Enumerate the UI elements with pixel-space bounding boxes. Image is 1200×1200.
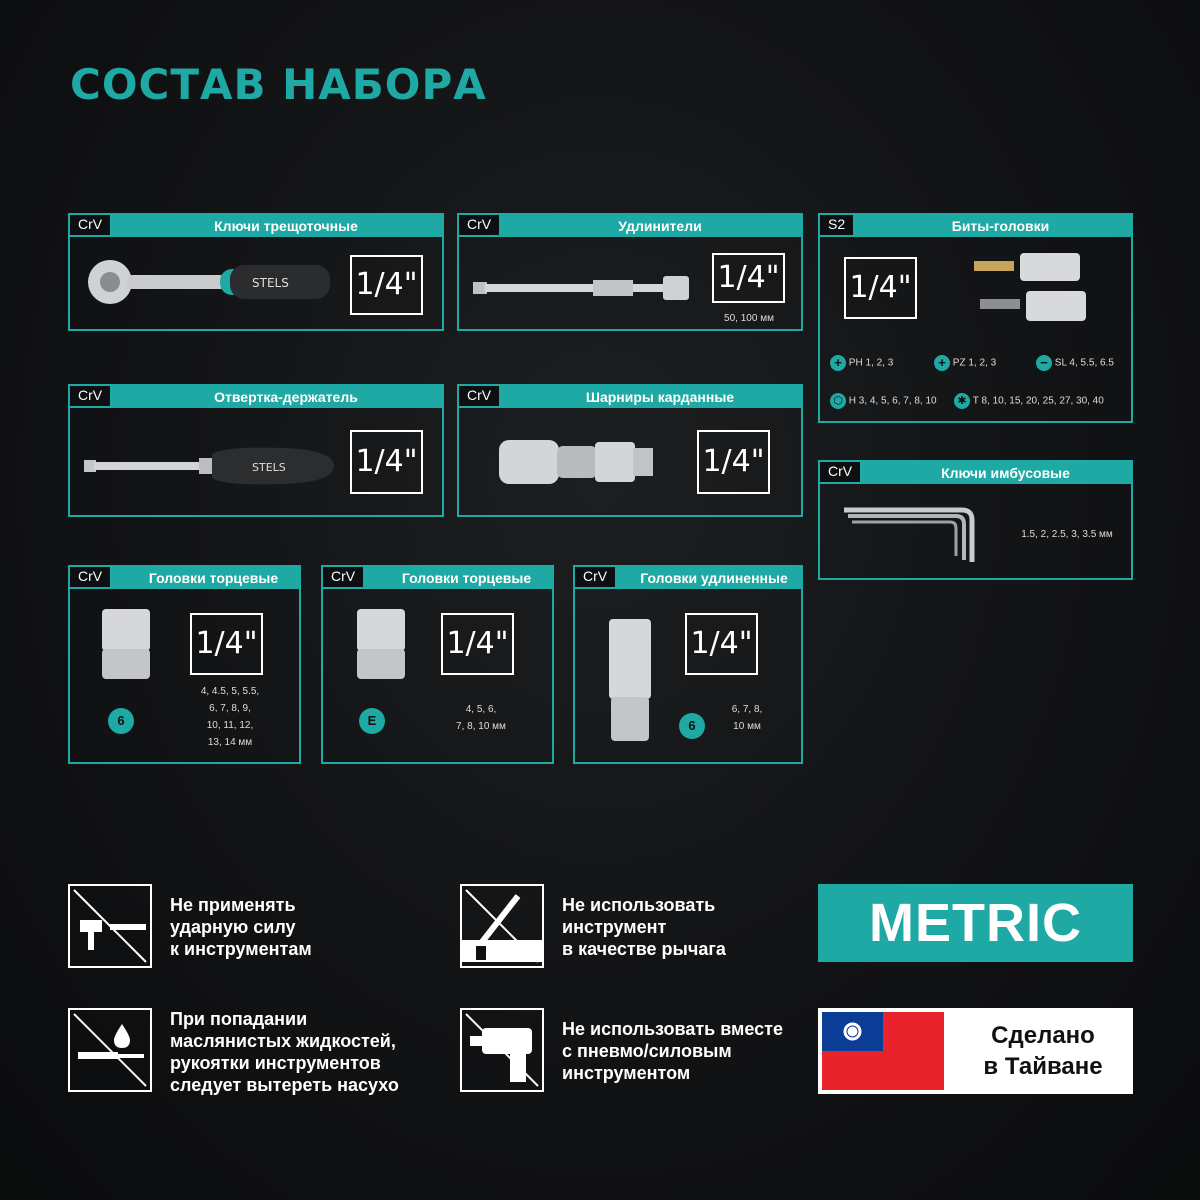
card-sockets-e [321,565,554,764]
hex-icon: ⬡ [830,393,846,409]
material-label: CrV [323,567,365,589]
card-heading: Ключи трещоточные [214,218,358,234]
six-point-badge-icon: 6 [679,713,705,739]
material-label: CrV [459,215,501,237]
no-power-tool-icon [460,1008,544,1092]
bit-type-ph: + PH 1, 2, 3 [830,355,893,371]
drive-size: 1/4" [441,613,514,675]
made-in-badge [818,1008,1133,1094]
material-label: CrV [70,567,112,589]
card-heading: Ключи имбусовые [941,465,1070,481]
no-lever-icon [460,884,544,968]
metric-badge: METRIC [818,884,1133,962]
warning-wipe-oil: При попадании маслянистых жидкостей, рукоятки инструментов следует вытереть насухо [170,1009,399,1095]
card-heading: Головки торцевые [148,570,279,586]
card-heading: Головки удлиненные [640,570,788,586]
card-sockets-6pt [68,565,301,764]
no-hammer-icon [68,884,152,968]
size-note: 4, 4.5, 5, 5.5, 6, 7, 8, 9, 10, 11, 12, 13, 14 мм [200,686,260,748]
page-title: СОСТАВ НАБОРА [70,60,487,109]
size-note: 4, 5, 6, 7, 8, 10 мм [456,704,506,732]
material-label: CrV [459,386,501,408]
size-note: 6, 7, 8, 10 мм [731,704,763,732]
bit-type-pz: + PZ 1, 2, 3 [934,355,996,371]
material-label: S2 [820,215,855,237]
svg-text:STELS: STELS [252,276,289,290]
screwdriver-icon [84,444,344,488]
size-note: 1.5, 2, 2.5, 3, 3.5 мм [1021,529,1113,540]
material-label: CrV [70,386,112,408]
length-note: 50, 100 мм [724,313,774,324]
svg-text:STELS: STELS [252,461,286,474]
drive-size: 1/4" [685,613,758,675]
card-bits [818,213,1133,423]
torx-icon: ✱ [954,393,970,409]
material-label: CrV [575,567,617,589]
card-hexkeys [818,460,1133,580]
card-heading: Биты-головки [951,218,1050,234]
slotted-icon: − [1036,355,1052,371]
warning-no-impact: Не применять ударную силу к инструментам [170,895,312,959]
bit-socket-icon [970,251,1100,327]
universal-joint-icon [499,432,659,492]
card-ujoint [457,384,803,517]
drive-size: 1/4" [844,257,917,319]
bit-type-h: ⬡ H 3, 4, 5, 6, 7, 8, 10 [830,393,937,409]
taiwan-flag-icon [822,1012,944,1090]
card-ratchet [68,213,444,331]
hex-key-icon [844,502,994,572]
drive-size: 1/4" [350,255,423,315]
card-extensions [457,213,803,331]
material-label: CrV [820,462,862,484]
pozidriv-icon: + [934,355,950,371]
material-label: CrV [70,215,112,237]
six-point-badge-icon: 6 [108,708,134,734]
drive-size: 1/4" [712,253,785,303]
drive-size: 1/4" [190,613,263,675]
card-heading: Шарниры карданные [585,389,735,405]
bit-type-t: ✱ T 8, 10, 15, 20, 25, 27, 30, 40 [954,393,1104,409]
bit-type-sl: − SL 4, 5.5, 6.5 [1036,355,1114,371]
socket-icon [100,609,152,681]
made-in-text: Сделано в Тайване [983,1022,1103,1080]
wipe-oil-icon [68,1008,152,1092]
card-screwdriver [68,384,444,517]
card-heading: Головки торцевые [401,570,532,586]
phillips-icon: + [830,355,846,371]
extension-bar-icon [473,273,693,303]
drive-size: 1/4" [697,430,770,494]
warning-no-lever: Не использовать инструмент в качестве рычага [562,895,726,959]
e-torx-badge-icon: E [359,708,385,734]
warning-no-power-tool: Не использовать вместе с пневмо/силовым инструментом [562,1019,783,1083]
socket-icon [355,609,407,681]
drive-size: 1/4" [350,430,423,494]
card-heading: Отвертка-держатель [214,389,358,405]
deep-socket-icon [605,619,655,743]
card-deep-sockets [573,565,803,764]
card-heading: Удлинители [618,218,702,234]
